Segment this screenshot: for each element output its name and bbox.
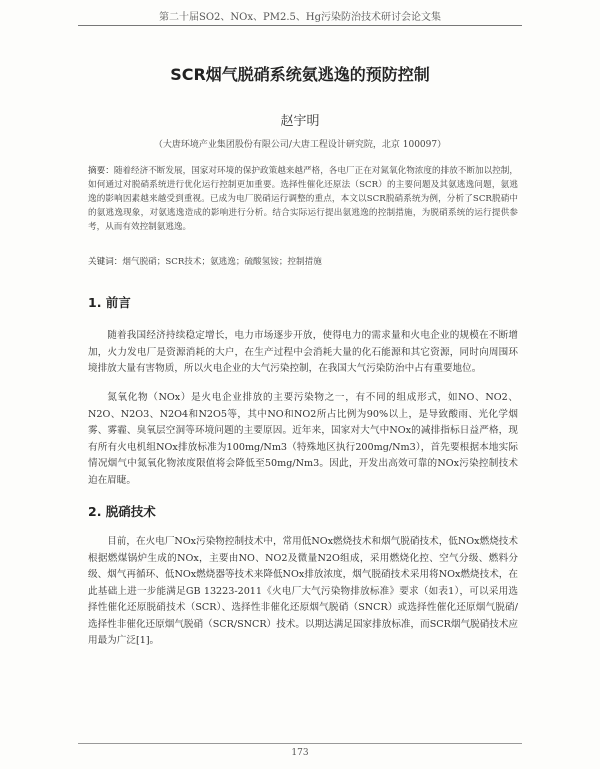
page-number: 173 bbox=[291, 748, 309, 758]
body-paragraph: 随着我国经济持续稳定增长，电力市场逐步开放，使得电力的需求量和火电企业的规模在不断增加，火力发电厂是资源消耗的大户，在生产过程中会消耗大量的化石能源和其它资源，同时向周围环境排放大量有害物质，所以火电企业的大气污染控制，在我国大气污染防治中占有重要地位。 bbox=[88, 330, 518, 374]
keywords-label: 关键词： bbox=[88, 257, 123, 267]
keywords bbox=[88, 255, 518, 269]
author-name: 赵宇明 bbox=[280, 114, 320, 129]
abstract-label: 摘要： bbox=[88, 166, 114, 176]
abstract bbox=[88, 164, 518, 234]
paper-title: SCR烟气脱硝系统氨逃逸的预防控制 bbox=[170, 65, 430, 84]
footer-rule bbox=[78, 743, 522, 744]
keywords-text: 烟气脱硝；SCR技术；氨逃逸；硫酸氢铵；控制措施 bbox=[122, 257, 322, 267]
affiliation: （大唐环境产业集团股份有限公司/大唐工程设计研究院，北京 100097） bbox=[153, 140, 447, 150]
header-rule bbox=[78, 25, 522, 26]
body-paragraph: 氮氧化物（NOx）是火电企业排放的主要污染物之一，有不同的组成形式，如NO、NO2、N2O、N2O3、N2O4和N2O5等，其中NO和NO2所占比例为90%以上，是导致酸雨、光化学烟雾、雾霾、臭氧层空洞等环境问题的主要原因。近年来，国家对大气中NOx的减排指标日益严格，现有所有火电机组NOx排放标准为100mg/Nm3（特殊地区执行200mg/Nm3），首先要根据本地实际情况烟气中氮氧化物浓度限值将会降低至50mg/Nm3。因此，开发出高效可靠的NOx污染控制技术迫在眉睫。 bbox=[88, 392, 518, 486]
running-header: 第二十届SO2、NOx、PM2.5、Hg污染防治技术研讨会论文集 bbox=[159, 12, 441, 23]
section-heading-introduction: 1. 前言 bbox=[88, 295, 131, 310]
body-paragraph: 目前，在火电厂NOx污染物控制技术中，常用低NOx燃烧技术和烟气脱硝技术，低NOx燃烧技术根据燃煤锅炉生成的NOx，主要由NO、NO2及微量N2O组成，采用燃烧化控、空气分级、燃料分级、烟气再循环、低NOx燃烧器等技术来降低NOx排放浓度，烟气脱硝技术采用将NOx燃烧技术，在此基础上进一步能满足GB 13223-2011《火电厂大气污染物排放标准》要求（如表1），可以采用选择性催化还原脱硝技术（SCR）、选择性非催化还原烟气脱硝（SNCR）或选择性催化还原烟气脱硝/选择性非催化还原烟气脱硝（SCR/SNCR）技术。以期达满足国家排放标准，而SCR烟气脱硝技术应用最为广泛[1]。 bbox=[88, 536, 519, 646]
abstract-text: 随着经济不断发展，国家对环境的保护政策越来越严格，各电厂正在对氮氧化物浓度的排放不断加以控制，如何通过对脱硝系统进行优化运行控制更加重要。选择性催化还原法（SCR）的主要问题及其氨逃逸问题，氨逃逸的影响因素越来越受到重视。已成为电厂脱硝运行调整的重点，本文以SCR脱硝系统为例，分析了SCR脱硝中的氨逃逸现象，对氨逃逸造成的影响进行分析。结合实际运行提出氨逃逸的控制措施，为脱硝系统的运行提供参考，从而有效控制氨逃逸。 bbox=[88, 166, 518, 232]
section-heading-denitrification: 2. 脱硝技术 bbox=[88, 504, 156, 519]
